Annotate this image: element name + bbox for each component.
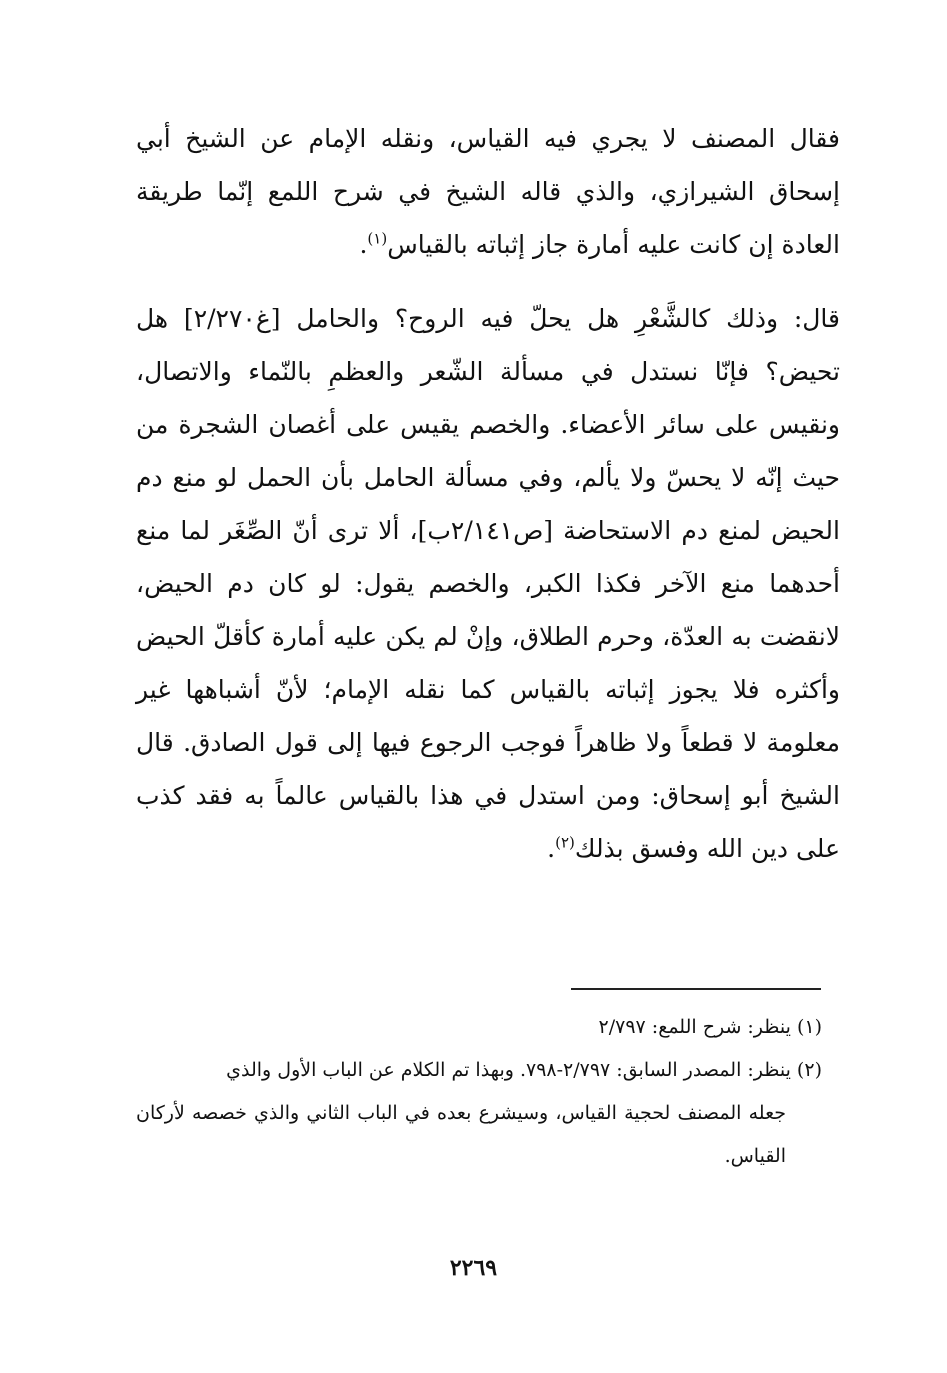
footnote-2-first-line: (٢) ينظر: المصدر السابق: ٢/٧٩٧-٧٩٨. وبهذا تم الكلام عن الباب الأول والذي [226,1059,822,1081]
paragraph-1-text: فقال المصنف لا يجري فيه القياس، ونقله الإمام عن الشيخ أبي إسحاق الشيرازي، والذي قاله الشيخ في شرح اللمع إنّما طريقة العادة إن كانت عليه أمارة جاز إثباته بالقياس [136,124,840,259]
footnote-ref-1: (١) [367,229,388,248]
paragraph-2 [136,292,840,875]
footnote-ref-2: (٢) [555,833,575,852]
paragraph-1 [136,112,840,271]
main-text-block [136,112,840,875]
paragraph-2-text: قال: وذلك كالشَّعْرِ هل يحلّ فيه الروح؟ والحامل [غ٢/٢٧٠] هل تحيض؟ فإنّا نستدل في مسألة الشّعر والعظمِ بالنّماء والاتصال، ونقيس على سائر الأعضاء. والخصم يقيس على أغصان الشجرة من حيث إنّه لا يحسّ ولا يألم، وفي مسألة الحامل بأن الحمل لو منع دم الحيض لمنع دم الاستحاضة [ص٢/١٤١ب]، ألا ترى أنّ الصِّغَر لما منع أحدهما منع الآخر فكذا الكبر، والخصم يقول: لو كان دم الحيض، لانقضت به العدّة، وحرم الطلاق، وإنْ لم يكن عليه أمارة كأقلّ الحيض وأكثره فلا يجوز إثباته بالقياس كما نقله الإمام؛ لأنّ أشباهها غير معلومة لا قطعاً ولا ظاهراً فوجب الرجوع فيها إلى قول الصادق. قال الشيخ أبو إسحاق: ومن استدل في هذا بالقياس عالماً به فقد كذب على دين الله وفسق بذلك [136,304,840,863]
footnote-separator [571,988,821,990]
footnotes-block [136,1006,822,1178]
paragraph-1-end: . [359,230,368,259]
footnote-2-continuation: جعله المصنف لحجية القياس، وسيشرع بعده في الباب الثاني والذي خصصه لأركان القياس. [136,1102,786,1167]
page-number: ٢٢٦٩ [449,1255,498,1281]
paragraph-2-end: . [547,834,556,863]
footnote-1: (١) ينظر: شرح اللمع: ٢/٧٩٧ [598,1016,822,1038]
